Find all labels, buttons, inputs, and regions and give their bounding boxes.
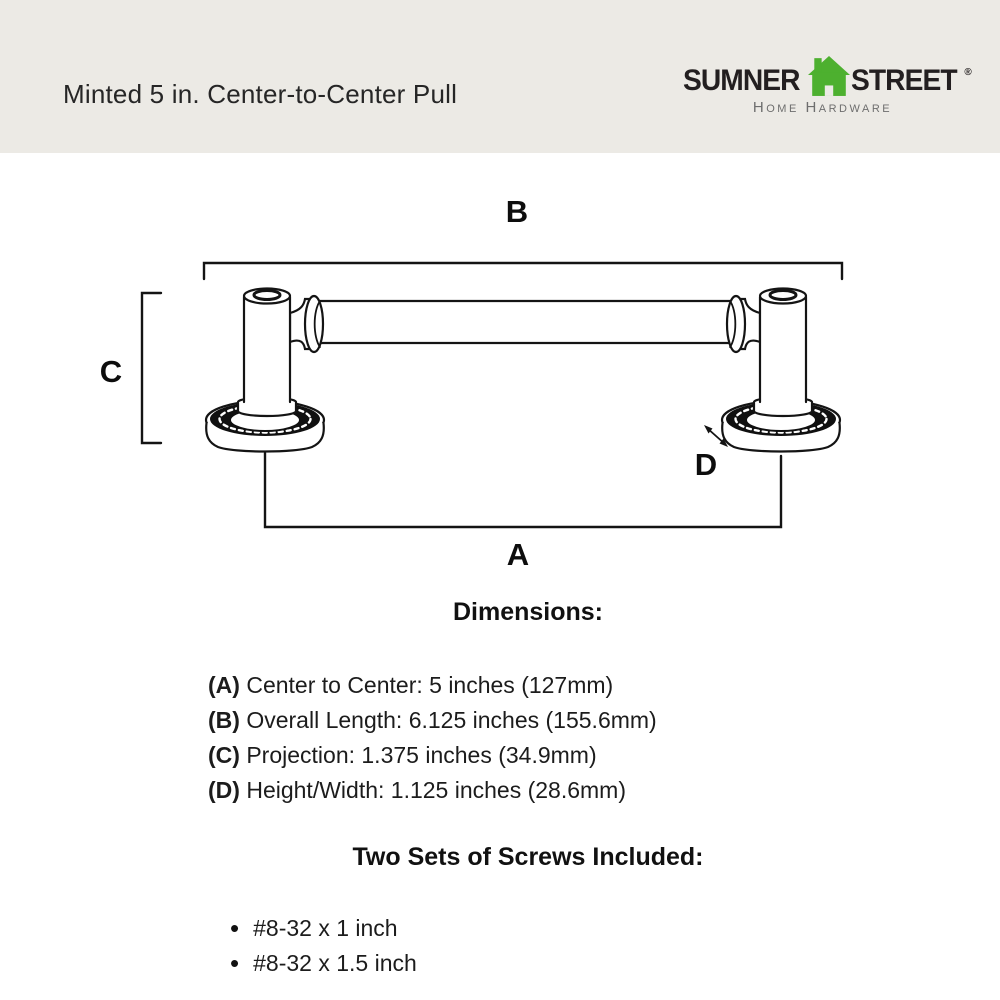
dimension-row-c: [208, 738, 657, 773]
bullet-icon: •: [230, 913, 240, 943]
right-post: [760, 289, 806, 403]
label-d: D: [694, 447, 718, 482]
registered-mark: ®: [964, 67, 972, 78]
house-icon: [808, 55, 850, 97]
dimensions-list: [208, 668, 657, 808]
dimension-key: (C): [208, 742, 240, 768]
product-title: Minted 5 in. Center-to-Center Pull: [63, 79, 458, 109]
left-flange: [290, 296, 323, 352]
header-band: [0, 0, 1000, 153]
dimensions-heading: Dimensions:: [452, 598, 604, 626]
screw-text: #8-32 x 1 inch: [253, 915, 398, 941]
dimension-text: Overall Length: 6.125 inches (155.6mm): [246, 707, 657, 733]
right-flange: [727, 296, 760, 352]
dimension-key: (A): [208, 672, 240, 698]
screw-text: #8-32 x 1.5 inch: [253, 950, 417, 976]
logo-word-sumner: SUMNER: [683, 64, 800, 97]
dimension-text: Height/Width: 1.125 inches (28.6mm): [246, 777, 626, 803]
dimension-text: Center to Center: 5 inches (127mm): [246, 672, 614, 698]
dimension-row-b: [208, 703, 657, 738]
pull-bar: [316, 301, 734, 343]
dim-line-c: [142, 293, 161, 443]
dimension-row-d: [208, 773, 657, 808]
label-c: C: [99, 354, 123, 389]
dimension-diagram: [0, 155, 1000, 585]
dimension-text: Projection: 1.375 inches (34.9mm): [246, 742, 597, 768]
dimension-key: (D): [208, 777, 240, 803]
dim-line-b: [204, 263, 842, 279]
logo-word-street: STREET: [851, 64, 957, 97]
bullet-icon: •: [230, 948, 240, 978]
dimension-row-a: [208, 668, 657, 703]
label-b: B: [505, 194, 529, 229]
brand-logo: [683, 55, 972, 116]
label-a: A: [506, 537, 530, 572]
screws-heading: Two Sets of Screws Included:: [352, 843, 704, 871]
left-post: [244, 289, 290, 403]
screw-item: [230, 946, 417, 981]
screw-item: [230, 911, 417, 946]
screws-list: [230, 911, 417, 981]
dimension-key: (B): [208, 707, 240, 733]
logo-tagline: Home Hardware: [752, 99, 893, 116]
